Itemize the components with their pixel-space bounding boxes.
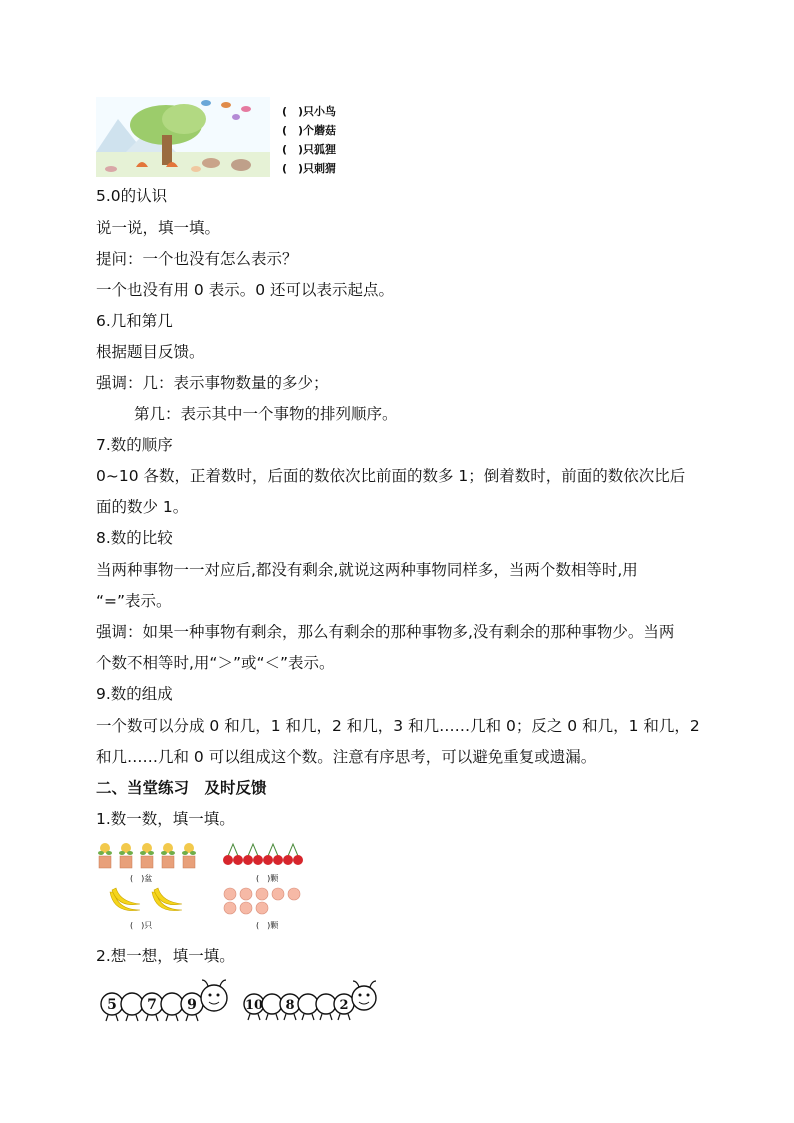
text-line: 强调：几：表示事物数量的多少； <box>96 374 329 392</box>
fox-count-blank[interactable]: ( )只狐狸 <box>282 143 337 156</box>
forest-scene-illustration <box>96 97 270 177</box>
peaches-figure <box>222 886 304 916</box>
hedgehog-count-blank[interactable]: ( )只刺猬 <box>282 162 337 175</box>
section-zero-heading: 5.0的认识 <box>96 187 168 205</box>
text-line: 面的数少 1。 <box>96 498 189 516</box>
text-line: 一个也没有用 0 表示。0 还可以表示起点。 <box>96 281 395 299</box>
caterpillar-2 <box>242 978 382 1026</box>
cherries-figure <box>222 842 308 868</box>
pot-count-blank[interactable]: ( )盆 <box>130 874 153 883</box>
practice-section-heading: 二、当堂练习 及时反馈 <box>96 779 267 797</box>
text-line: “=”表示。 <box>96 592 172 610</box>
text-line: 0~10 各数，正着数时，后面的数依次比前面的数多 1；倒着数时，前面的数依次比后 <box>96 467 686 485</box>
caterpillar-1-cell-5: 9 <box>187 997 197 1013</box>
caterpillar-1-cell-1: 5 <box>107 997 117 1013</box>
caterpillar-1 <box>98 978 238 1026</box>
text-line: 第几：表示其中一个事物的排列顺序。 <box>134 405 398 423</box>
cherry-count-blank[interactable]: ( )颗 <box>256 874 279 883</box>
bananas-figure <box>106 886 190 920</box>
mushroom-count-blank[interactable]: ( )个蘑菇 <box>282 124 337 137</box>
caterpillar-2-cell-3: 8 <box>285 998 295 1013</box>
section-compare-heading: 8.数的比较 <box>96 529 173 547</box>
scene-count-blanks <box>282 102 336 178</box>
text-line: 根据题目反馈。 <box>96 343 205 361</box>
caterpillar-1-cell-3: 7 <box>147 997 157 1013</box>
text-line: 和几……几和 0 可以组成这个数。注意有序思考，可以避免重复或遗漏。 <box>96 748 597 766</box>
exercise-2-heading: 2.想一想，填一填。 <box>96 947 235 965</box>
text-line: 强调：如果一种事物有剩余，那么有剩余的那种事物多,没有剩余的那种事物少。当两 <box>96 623 675 641</box>
section-composition-heading: 9.数的组成 <box>96 685 173 703</box>
text-line: 个数不相等时,用“＞”或“＜”表示。 <box>96 654 335 672</box>
text-line: 说一说，填一填。 <box>96 219 221 237</box>
peach-count-blank[interactable]: ( )颗 <box>256 921 279 930</box>
section-ordinal-heading: 6.几和第几 <box>96 312 173 330</box>
text-line: 一个数可以分成 0 和几，1 和几，2 和几，3 和几……几和 0；反之 0 和几，1 和几，2 <box>96 717 700 735</box>
caterpillar-2-cell-1: 10 <box>244 998 264 1013</box>
banana-count-blank[interactable]: ( )只 <box>130 921 153 930</box>
section-order-heading: 7.数的顺序 <box>96 436 173 454</box>
text-line: 提问：一个也没有怎么表示？ <box>96 250 298 268</box>
text-line: 当两种事物一一对应后,都没有剩余,就说这两种事物同样多，当两个数相等时,用 <box>96 561 638 579</box>
flower-pots-figure <box>96 840 200 870</box>
exercise-1-heading: 1.数一数，填一填。 <box>96 810 235 828</box>
bird-count-blank[interactable]: ( )只小鸟 <box>282 105 337 118</box>
caterpillar-2-cell-6: 2 <box>339 998 349 1013</box>
